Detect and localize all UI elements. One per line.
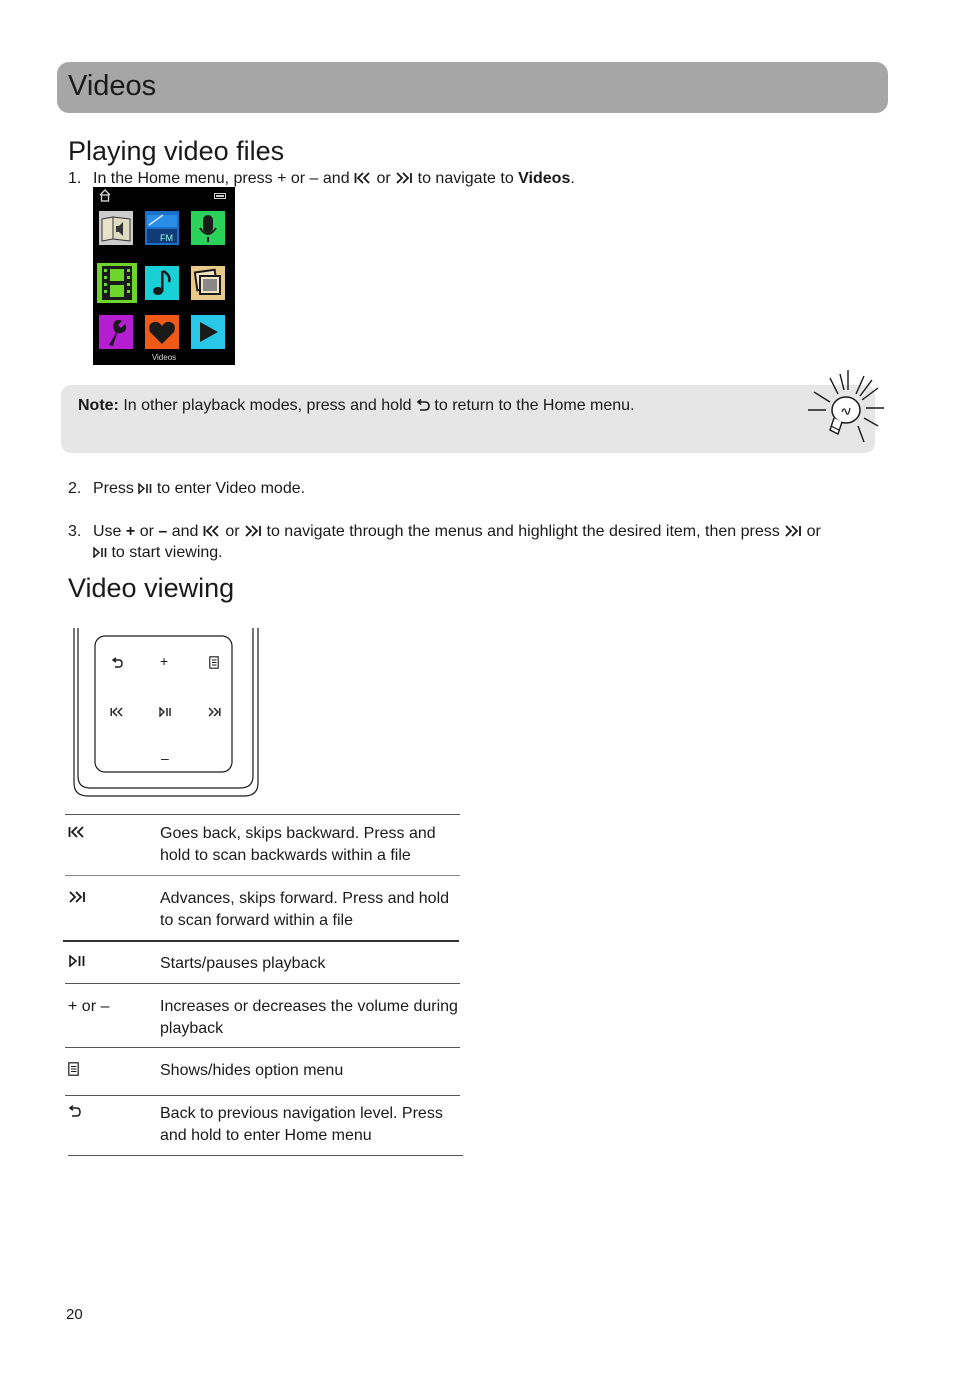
battery-icon — [214, 193, 227, 199]
skip-forward-icon — [244, 525, 262, 537]
note-box — [61, 385, 875, 453]
step-1-number: 1. — [68, 170, 82, 187]
menu-icon — [68, 1062, 79, 1076]
audiobook-tile-icon — [99, 211, 133, 245]
svg-text:FM: FM — [160, 233, 173, 243]
keypad-play-pause-icon — [159, 707, 172, 717]
page-number: 20 — [66, 1306, 83, 1323]
step-1-text: In the Home menu, press + or – and or to navigate to Videos. — [93, 170, 575, 187]
videos-tile-icon — [97, 263, 137, 303]
step-2-number: 2. — [68, 480, 82, 497]
section-title-viewing: Video viewing — [68, 573, 235, 603]
keypad-illustration — [70, 628, 260, 798]
skip-back-icon — [354, 172, 372, 184]
skip-forward-icon — [784, 525, 802, 537]
fm-radio-tile-icon — [145, 211, 179, 245]
keypad-minus-key: – — [161, 750, 169, 766]
play-pause-icon — [138, 483, 152, 494]
keypad-menu-icon — [209, 656, 219, 669]
control-description: Increases or decreases the volume during playback — [160, 998, 458, 1037]
microphone-tile-icon — [191, 211, 225, 245]
control-description: Goes back, skips backward. Press and hold to scan backwards within a file — [160, 825, 436, 864]
skip-forward-icon — [68, 891, 86, 903]
header-banner — [57, 62, 888, 113]
table-divider — [65, 875, 460, 876]
step-3-number: 3. — [68, 523, 82, 540]
play-pause-icon — [93, 547, 107, 558]
table-divider — [65, 1047, 460, 1048]
skip-back-icon — [68, 826, 86, 838]
now-playing-tile-icon — [191, 315, 225, 349]
home-menu-screen — [93, 187, 235, 365]
keypad-skip-back-icon — [110, 707, 124, 717]
keypad-back-icon — [111, 657, 123, 668]
photos-tile-icon — [191, 266, 225, 300]
control-description: Starts/pauses playback — [160, 955, 326, 972]
back-icon — [68, 1105, 81, 1117]
table-divider — [68, 1155, 463, 1156]
lightbulb-icon — [804, 368, 886, 452]
page-title: Videos — [68, 70, 157, 102]
skip-forward-icon — [395, 172, 413, 184]
volume-key-label: + or – — [68, 998, 110, 1015]
step-2-text: Press to enter Video mode. — [93, 480, 306, 497]
section-title-playing: Playing video files — [68, 136, 285, 166]
table-divider — [65, 1095, 460, 1096]
note-text: Note: In other playback modes, press and hold to return to the Home menu. — [78, 397, 635, 414]
play-pause-icon — [69, 955, 85, 967]
keypad-skip-forward-icon — [207, 707, 221, 717]
screen-selected-label: Videos — [151, 353, 177, 362]
home-icon — [99, 189, 111, 202]
music-tile-icon — [145, 266, 179, 300]
control-description: Back to previous navigation level. Press and hold to enter Home menu — [160, 1105, 443, 1144]
step-3-text-line1: Use + or – and or to navigate through the menus and highlight the desired item, then press or — [93, 523, 821, 540]
skip-back-icon — [203, 525, 221, 537]
control-description: Shows/hides option menu — [160, 1062, 344, 1079]
back-icon — [416, 399, 430, 411]
settings-tile-icon — [99, 315, 133, 349]
table-divider — [65, 983, 460, 984]
keypad-plus-key: + — [160, 653, 169, 669]
table-divider — [63, 940, 459, 942]
step-3-text-line2: to start viewing. — [93, 542, 223, 563]
control-description: Advances, skips forward. Press and hold to scan forward within a file — [160, 890, 450, 929]
favorites-tile-icon — [145, 315, 179, 349]
table-divider — [65, 814, 460, 815]
